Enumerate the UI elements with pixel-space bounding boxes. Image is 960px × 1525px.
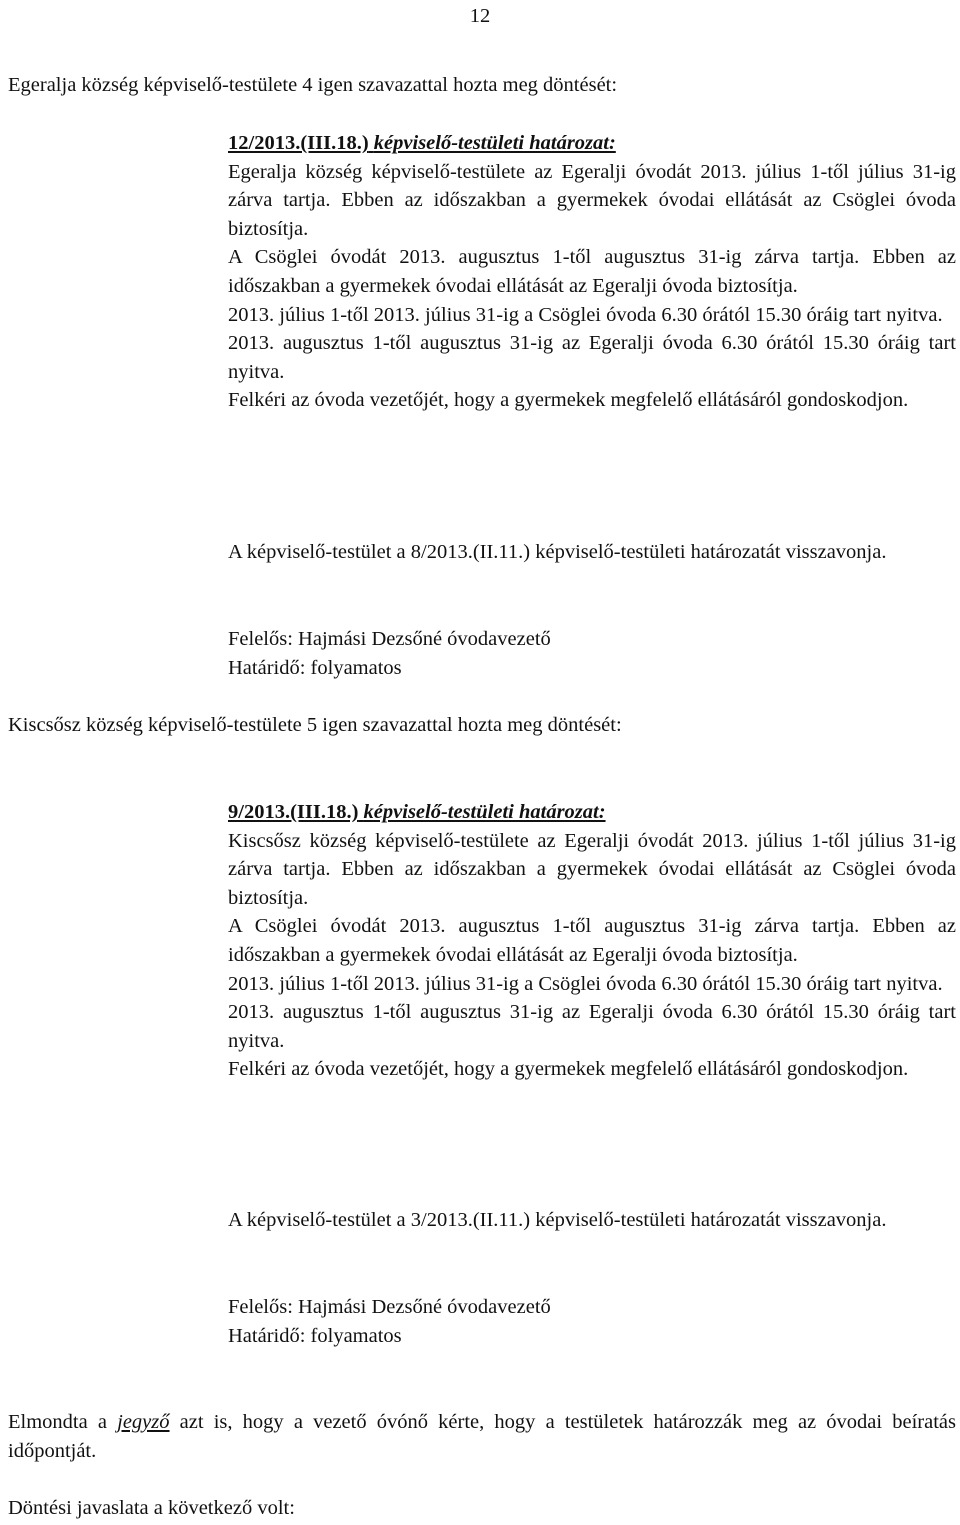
resolution-number: 12/2013.(III.18.) <box>228 132 369 154</box>
resolution-paragraph: 2013. augusztus 1-től augusztus 31-ig az Egeralji óvoda 6.30 órától 15.30 óráig tart nyitva. <box>228 1001 956 1052</box>
resolution-paragraph: 2013. július 1-től 2013. július 31-ig a Csöglei óvoda 6.30 órától 15.30 óráig tart nyitva. <box>228 303 943 326</box>
vote-line-egeralja: Egeralja község képviselő-testülete 4 igen szavazattal hozta meg döntését: <box>8 74 618 96</box>
resolution-paragraph: A Csöglei óvodát 2013. augusztus 1-től augusztus 31-ig zárva tartja. Ebben az időszakban a gyermekek óvodai ellátását az Egeralji óvoda biztosítja. <box>228 915 956 966</box>
resolution-heading <box>228 798 956 827</box>
resolution-title: képviselő-testületi határozat: <box>363 801 606 823</box>
resolution-number: 9/2013.(III.18.) <box>228 801 359 823</box>
page-number: 12 <box>469 5 491 27</box>
resolution-heading-text <box>228 801 606 823</box>
responsibility-block-egeralja <box>228 625 956 682</box>
revocation-block-kiscsosz <box>228 1206 956 1235</box>
resolution-paragraph: Kiscsősz község képviselő-testülete az Egeralji óvodát 2013. július 1-től július 31-ig zárva tartja. Ebben az időszakban a gyermekek óvodai ellátását az Csöglei óvoda biztosítja. <box>228 829 956 909</box>
closing-emphasis: jegyző <box>117 1411 170 1433</box>
resolution-title: képviselő-testületi határozat: <box>373 132 616 154</box>
resolution-block-kiscsosz <box>228 798 956 1084</box>
resolution-block-egeralja <box>228 129 956 415</box>
resolution-paragraph: A Csöglei óvodát 2013. augusztus 1-től augusztus 31-ig zárva tartja. Ebben az időszakban a gyermekek óvodai ellátását az Egeralji óvoda biztosítja. <box>228 246 956 297</box>
responsibility-block-kiscsosz <box>228 1293 956 1350</box>
resolution-paragraph: 2013. július 1-től 2013. július 31-ig a Csöglei óvoda 6.30 órától 15.30 óráig tart nyitva. <box>228 972 943 995</box>
proposal-line: Döntési javaslata a következő volt: <box>8 1497 295 1519</box>
closing-text-before: Elmondta a <box>8 1411 118 1433</box>
responsible-line: Felelős: Hajmási Dezsőné óvodavezető <box>228 1296 551 1318</box>
closing-text-after: azt is, hogy a vezető óvónő kérte, hogy a testületek határozzák meg az óvodai beíratás időpontját. <box>8 1411 956 1462</box>
resolution-paragraph: 2013. augusztus 1-től augusztus 31-ig az Egeralji óvoda 6.30 órától 15.30 óráig tart nyitva. <box>228 332 956 383</box>
revocation-text: A képviselő-testület a 3/2013.(II.11.) képviselő-testületi határozatát visszavonja. <box>228 1209 887 1231</box>
resolution-heading-text <box>228 132 616 154</box>
vote-line-kiscsosz: Kiscsősz község képviselő-testülete 5 igen szavazattal hozta meg döntését: <box>8 714 622 736</box>
deadline-line: Határidő: folyamatos <box>228 656 402 679</box>
resolution-heading <box>228 129 956 158</box>
responsible-line: Felelős: Hajmási Dezsőné óvodavezető <box>228 628 551 650</box>
resolution-paragraph: Felkéri az óvoda vezetőjét, hogy a gyermekek megfelelő ellátásáról gondoskodjon. <box>228 1058 909 1081</box>
revocation-text: A képviselő-testület a 8/2013.(II.11.) képviselő-testületi határozatát visszavonja. <box>228 541 887 563</box>
resolution-paragraph: Egeralja község képviselő-testülete az Egeralji óvodát 2013. július 1-től július 31-ig zárva tartja. Ebben az időszakban a gyermekek óvodai ellátását az Csöglei óvoda biztosítja. <box>228 160 956 240</box>
closing-paragraph <box>8 1408 956 1465</box>
revocation-block-egeralja <box>228 538 956 567</box>
deadline-line: Határidő: folyamatos <box>228 1324 402 1347</box>
resolution-paragraph: Felkéri az óvoda vezetőjét, hogy a gyermekek megfelelő ellátásáról gondoskodjon. <box>228 389 909 412</box>
